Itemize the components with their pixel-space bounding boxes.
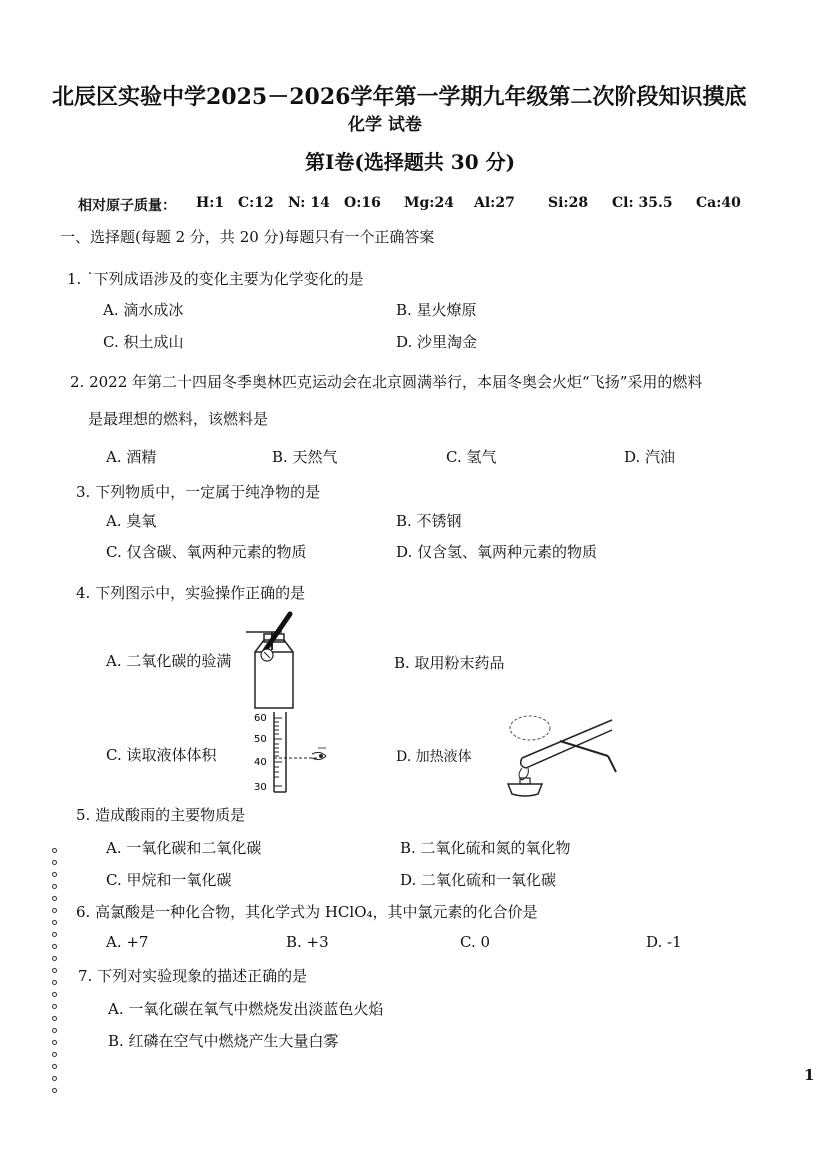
q5-option-a[interactable]: A. 一氧化碳和二氧化碳: [106, 839, 262, 857]
q6-stem: 6. 高氯酸是一种化合物，其化学式为 HClO₄，其中氯元素的化合价是: [76, 903, 538, 921]
q4-option-a[interactable]: A. 二氧化碳的验满: [106, 652, 232, 670]
mass-mg: Mg:24: [404, 195, 454, 211]
q6-option-b[interactable]: B. +3: [286, 933, 329, 951]
heating-figure: [500, 706, 620, 798]
q3-stem: 3. 下列物质中，一定属于纯净物的是: [76, 483, 321, 501]
q2-option-b[interactable]: B. 天然气: [272, 448, 338, 466]
q4-stem: 4. 下列图示中，实验操作正确的是: [76, 584, 306, 602]
co2-check-figure: [242, 610, 302, 710]
q2-stem-continued: 是最理想的燃料，该燃料是: [88, 410, 269, 428]
atomic-mass-row: [78, 195, 176, 215]
section-heading: 一、选择题(每题 2 分，共 20 分)每题只有一个正确答案: [60, 228, 435, 246]
atomic-mass-label: 相对原子质量：: [78, 198, 176, 214]
q4-option-d[interactable]: D. 加热液体: [396, 749, 472, 765]
mass-si: Si:28: [548, 195, 589, 211]
mass-o: O:16: [344, 195, 381, 211]
q6-option-d[interactable]: D. -1: [646, 933, 682, 951]
q3-option-d[interactable]: D. 仅含氢、氧两种元素的物质: [396, 543, 598, 561]
q1-option-c[interactable]: C. 积土成山: [103, 333, 184, 351]
mass-al: Al:27: [474, 195, 515, 211]
cylinder-tick-40: 40: [254, 757, 267, 768]
q7-stem: 7. 下列对实验现象的描述正确的是: [78, 967, 308, 985]
q3-option-c[interactable]: C. 仅含碳、氧两种元素的物质: [106, 543, 307, 561]
q5-stem: 5. 造成酸雨的主要物质是: [76, 806, 246, 824]
cylinder-figure: [252, 708, 332, 796]
mass-ca: Ca:40: [696, 195, 741, 211]
mass-cl: Cl: 35.5: [612, 195, 673, 211]
exam-title: 北辰区实验中学2025－2026学年第一学期九年级第二次阶段知识摸底: [52, 84, 747, 110]
page-number: 1: [804, 1066, 815, 1084]
mass-h: H:1: [196, 195, 225, 211]
q1-option-a[interactable]: A. 滴水成冰: [103, 301, 184, 319]
q2-option-a[interactable]: A. 酒精: [106, 448, 157, 466]
volume-heading: 第Ⅰ卷(选择题共 30 分): [305, 150, 516, 174]
q6-option-c[interactable]: C. 0: [460, 933, 491, 951]
q6-option-a[interactable]: A. +7: [106, 933, 149, 951]
q2-option-d[interactable]: D. 汽油: [624, 448, 676, 466]
q2-stem: 2. 2022 年第二十四届冬季奥林匹克运动会在北京圆满举行，本届冬奥会火炬“飞扬”采用的燃料: [70, 373, 703, 391]
q1-stem: 1. ˙下列成语涉及的变化主要为化学变化的是: [67, 270, 364, 288]
q1-option-b[interactable]: B. 星火燎原: [396, 301, 477, 319]
q1-option-d[interactable]: D. 沙里淘金: [396, 333, 478, 351]
exam-subject: 化学 试卷: [348, 115, 422, 135]
q5-option-c[interactable]: C. 甲烷和一氧化碳: [106, 871, 232, 889]
q3-option-b[interactable]: B. 不锈钢: [396, 512, 462, 530]
cylinder-tick-60: 60: [254, 713, 267, 724]
q4-option-b[interactable]: B. 取用粉末药品: [394, 654, 505, 672]
q7-option-b[interactable]: B. 红磷在空气中燃烧产生大量白雾: [108, 1032, 339, 1050]
cylinder-tick-50: 50: [254, 734, 267, 745]
q5-option-d[interactable]: D. 二氧化硫和一氧化碳: [400, 871, 557, 889]
q5-option-b[interactable]: B. 二氧化硫和氮的氧化物: [400, 839, 571, 857]
cylinder-tick-30: 30: [254, 782, 267, 793]
q2-option-c[interactable]: C. 氢气: [446, 448, 497, 466]
q3-option-a[interactable]: A. 臭氧: [106, 512, 157, 530]
mass-c: C:12: [238, 195, 274, 211]
mass-n: N: 14: [288, 195, 330, 211]
q4-option-c[interactable]: C. 读取液体体积: [106, 746, 217, 764]
q7-option-a[interactable]: A. 一氧化碳在氧气中燃烧发出淡蓝色火焰: [108, 1000, 384, 1018]
